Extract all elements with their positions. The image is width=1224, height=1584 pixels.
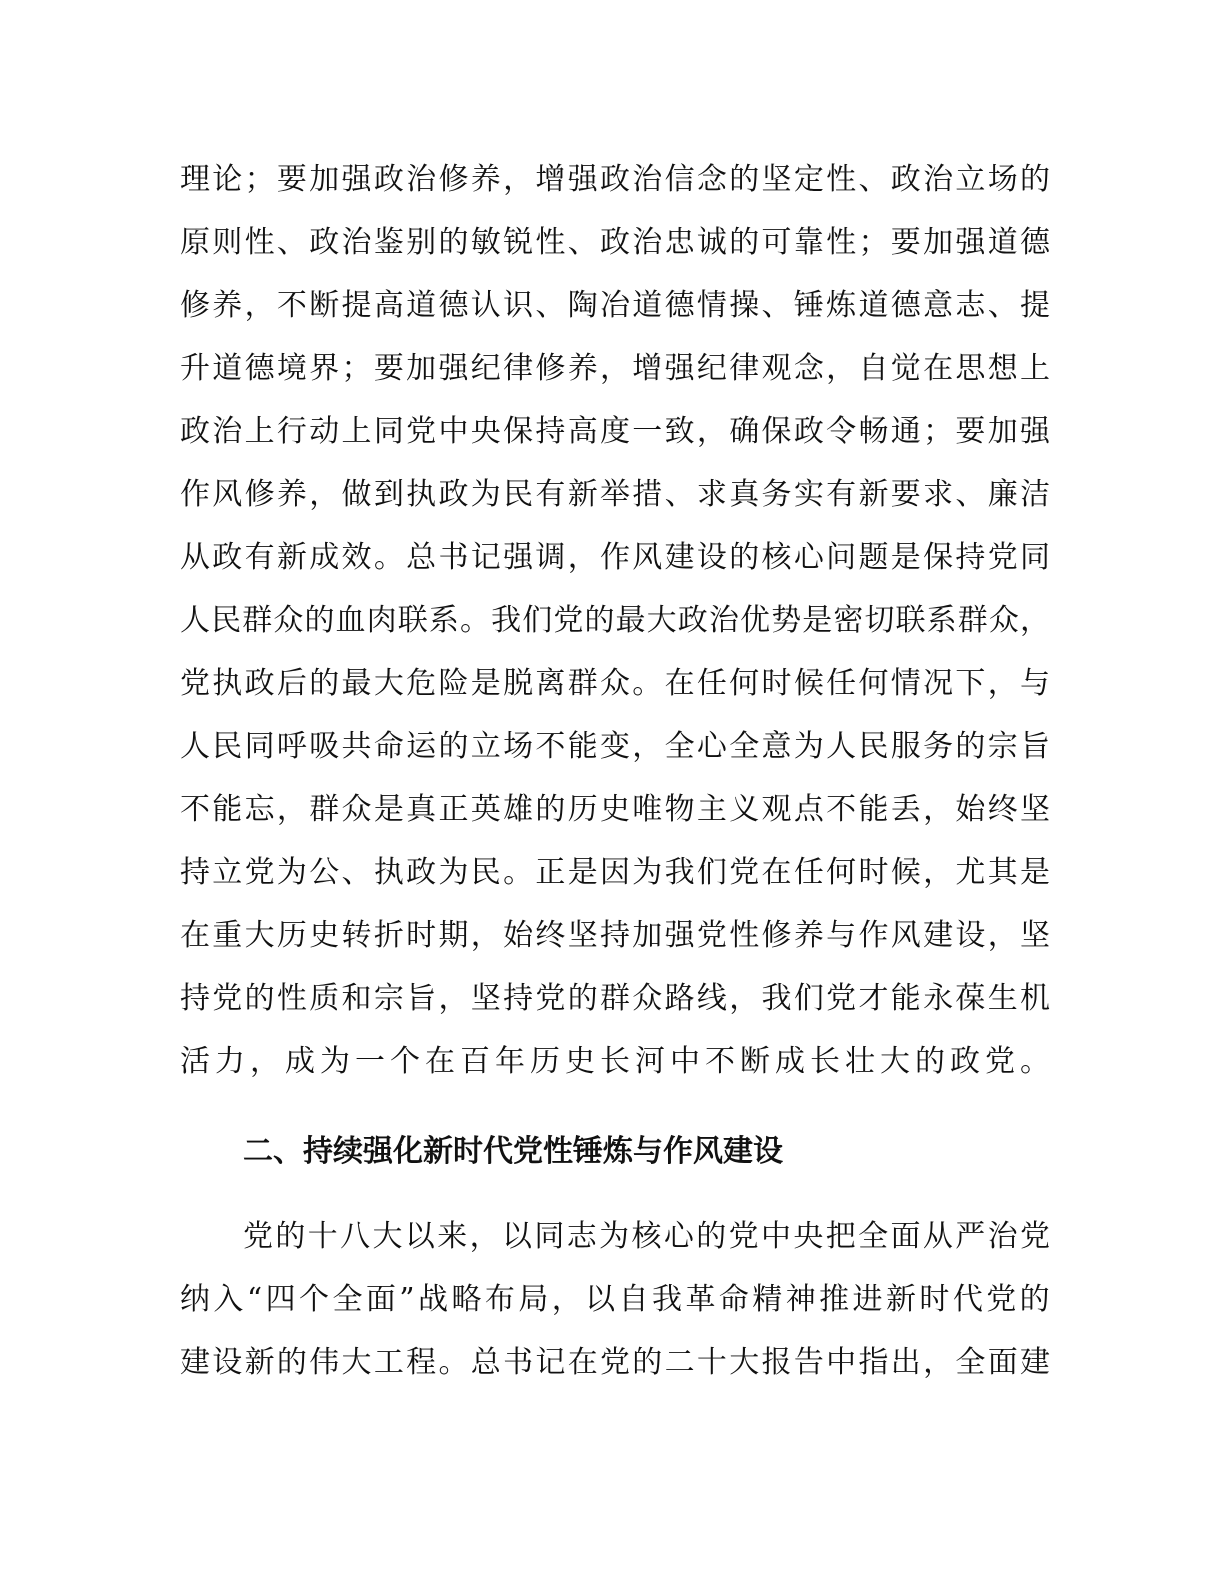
text-line: 党执政后的最大危险是脱离群众。在任何时候任何情况下，与: [180, 666, 1053, 701]
text-line: 修养，不断提高道德认识、陶冶道德情操、锤炼道德意志、提: [180, 288, 1053, 323]
text-line: 人民同呼吸共命运的立场不能变，全心全意为人民服务的宗旨: [180, 729, 1053, 764]
text-line: 理论；要加强政治修养，增强政治信念的坚定性、政治立场的: [180, 162, 1053, 197]
text-line: 在重大历史转折时期，始终坚持加强党性修养与作风建设，坚: [180, 918, 1053, 953]
text-line: 政治上行动上同党中央保持高度一致，确保政令畅通；要加强: [180, 414, 1053, 449]
text-line: 作风修养，做到执政为民有新举措、求真务实有新要求、廉洁: [180, 477, 1053, 512]
text-line: 不能忘，群众是真正英雄的历史唯物主义观点不能丢，始终坚: [180, 792, 1053, 827]
text-line: 党的十八大以来，以同志为核心的党中央把全面从严治党: [243, 1219, 1053, 1254]
text-line: 从政有新成效。总书记强调，作风建设的核心问题是保持党同: [180, 540, 1053, 575]
section-heading: 二、持续强化新时代党性锤炼与作风建设: [243, 1134, 783, 1169]
text-line: 升道德境界；要加强纪律修养，增强纪律观念，自觉在思想上: [180, 351, 1053, 386]
text-line: 原则性、政治鉴别的敏锐性、政治忠诚的可靠性；要加强道德: [180, 225, 1053, 260]
text-line: 纳入“四个全面”战略布局，以自我革命精神推进新时代党的: [180, 1282, 1054, 1317]
text-line: 人民群众的血肉联系。我们党的最大政治优势是密切联系群众，: [180, 603, 1052, 638]
text-line: 建设新的伟大工程。总书记在党的二十大报告中指出，全面建: [180, 1345, 1053, 1380]
text-line: 持立党为公、执政为民。正是因为我们党在任何时候，尤其是: [180, 855, 1053, 890]
text-line: 持党的性质和宗旨，坚持党的群众路线，我们党才能永葆生机: [180, 981, 1053, 1016]
text-line: 活力，成为一个在百年历史长河中不断成长壮大的政党。: [180, 1044, 1055, 1079]
